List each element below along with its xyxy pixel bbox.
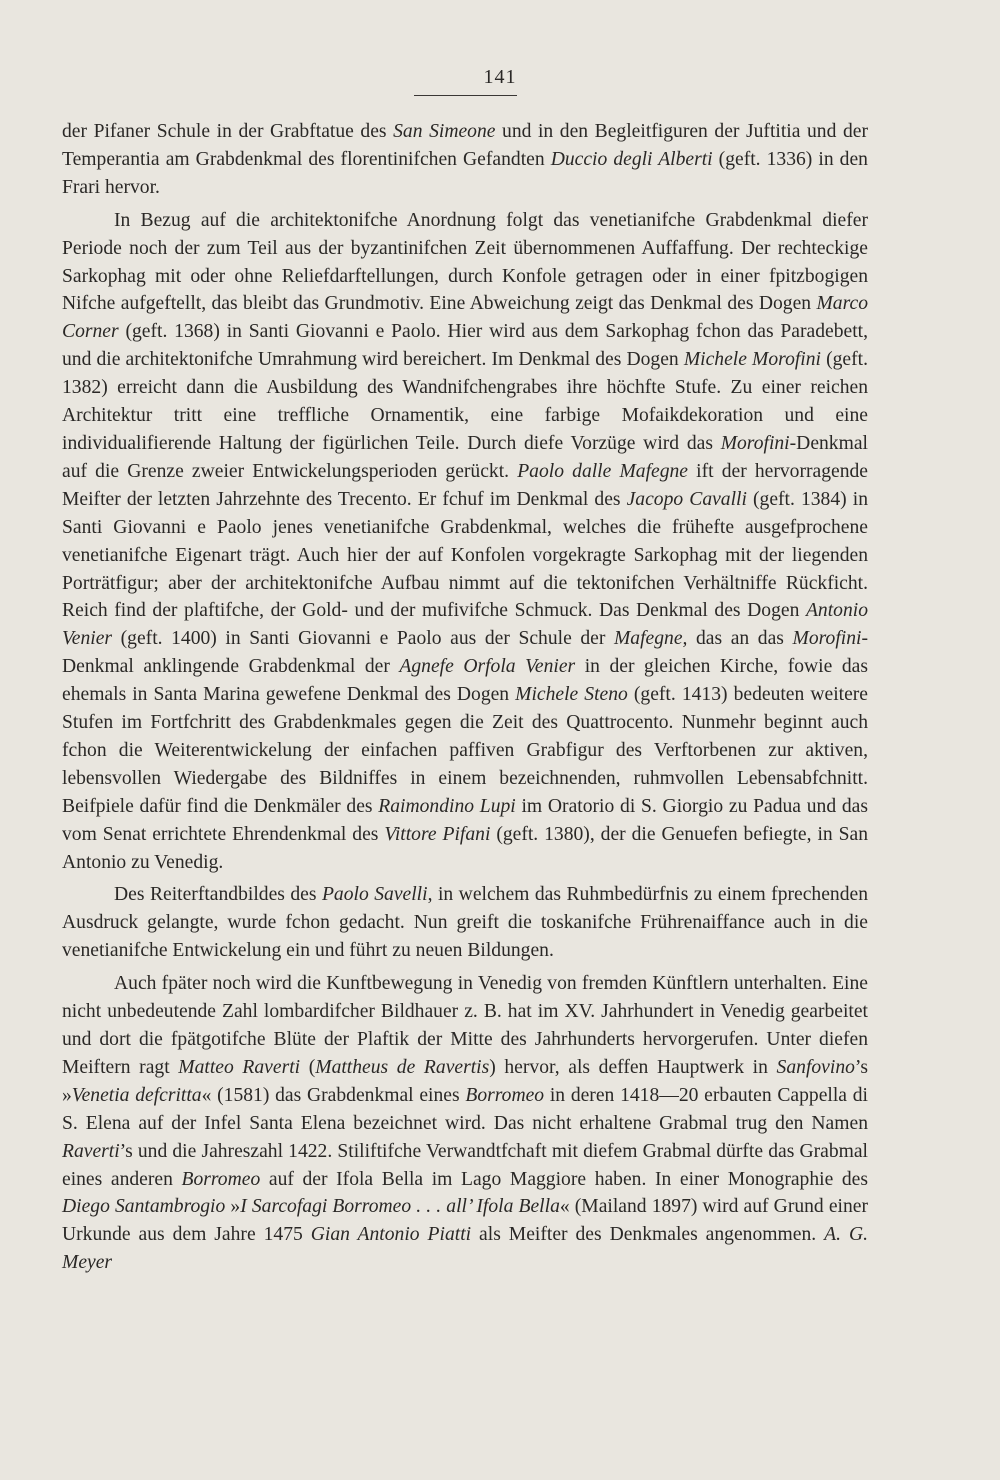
- italic-text: Diego Santambrogio: [62, 1196, 226, 1218]
- italic-text: Borromeo: [181, 1168, 261, 1190]
- text-run: (geft. 1380), der die Genuefen befiegte, in San Antonio zu Venedig.: [62, 823, 869, 873]
- italic-text: Sanfovino: [776, 1056, 855, 1078]
- text-run: in der gleichen Kirche, fowie das ehemals in Santa Marina gewefene Denkmal des Dogen: [62, 656, 868, 706]
- text-run: ) hervor, als deffen Hauptwerk in: [489, 1056, 777, 1078]
- text-run: das an das: [687, 628, 793, 650]
- text-run: (geft. 1382) erreicht dann die Ausbildung des Wandnifchengrabes ihre höchfte Stufe. Zu einer reichen Architektur tritt eine treffliche Ornamentik, eine farbige Mofaikdekoration und eine individualifierende Haltung der figürlichen Teile. Durch diefe Vorzüge wird das: [62, 349, 868, 454]
- text-run: auf der Ifola Bella im Lago Maggiore haben. In einer Monographie des: [260, 1168, 869, 1190]
- paragraph: [62, 970, 868, 1277]
- italic-text: Antonio Venier: [62, 600, 868, 650]
- italic-text: Mattheus de Ravertis: [315, 1056, 490, 1078]
- italic-text: Duccio degli Alberti: [550, 148, 713, 170]
- text-run: (geft. 1336) in den Frari hervor.: [62, 148, 868, 198]
- text-run: (: [300, 1056, 316, 1078]
- body-text: [62, 118, 868, 1277]
- italic-text: Vittore Pifani: [384, 823, 491, 845]
- text-run: in deren 1418—20 erbauten Cappella di S. Elena auf der Infel Santa Elena bezeichnet wird. Das nicht erhaltene Grabmal trug den Namen: [62, 1084, 868, 1134]
- italic-text: Michele Steno: [515, 684, 628, 706]
- text-run: ’s und die Jahreszahl 1422. Stiliftifche Verwandtfchaft mit diefem Grabmal dürfte das Grabmal eines anderen: [62, 1140, 868, 1190]
- text-run: der Pifaner Schule in der Grabftatue des: [62, 121, 394, 142]
- text-run: (geft. 1400) in Santi Giovanni e Paolo aus der Schule der: [112, 628, 614, 650]
- paragraph: [62, 118, 868, 202]
- text-run: In Bezug auf die architektonifche Anordnung folgt das venetianifche Grabdenkmal diefer Periode noch der zum Teil aus der byzantinifchen Zeit übernommenen Auffaffung. Der rechteckige Sarkophag mit oder ohne Reliefdarftellungen, durch Konfole getragen oder in einer fpitzbogigen Nifche aufgeftellt, das bleibt das Grundmotiv. Eine Abweichung zeigt das Denkmal des Dogen: [62, 209, 868, 315]
- italic-text: A. G. Meyer: [62, 1224, 868, 1274]
- italic-text: Gian Antonio Piatti: [310, 1224, 472, 1246]
- italic-text: Mafegne,: [613, 628, 688, 650]
- text-run: « (1581) das Grabdenkmal eines: [201, 1084, 466, 1106]
- italic-text: Michele Morofini: [683, 349, 821, 371]
- italic-text: Matteo Raverti: [178, 1056, 301, 1078]
- text-run: (geft. 1413) bedeuten weitere Stufen im Fortfchritt des Grabdenkmales gegen die Zeit des Quattrocento. Nunmehr beginnt auch fchon die Weiterentwickelung der einfachen paffiven Grabfigur des Verftorbenen zur aktiven, lebensvollen Wiedergabe des Bildniffes in einem bezeichnenden, ruhmvollen Lebensabfchnitt. Beifpiele dafür find die Denkmäler des: [62, 684, 869, 817]
- text-run: als Meifter des Denkmales angenommen.: [471, 1224, 825, 1246]
- italic-text: Marco Corner: [62, 293, 868, 343]
- italic-text: I Sarcofagi Borromeo . . . all’ Ifola Bella: [240, 1196, 560, 1218]
- italic-text: Venetia defcritta: [71, 1084, 202, 1106]
- text-run: Auch fpäter noch wird die Kunftbewegung in Venedig von fremden Künftlern unterhalten. Eine nicht unbedeutende Zahl lombardifcher Bildhauer z. B. hat im XV. Jahrhundert in Venedig gearbeitet und dort die fpätgotifche Blüte der Plaftik der Mitte des Jahrhunderts hervorgerufen. Unter diefen Meiftern ragt: [62, 973, 868, 1078]
- italic-text: Raimondino Lupi: [378, 795, 516, 817]
- text-run: , in welchem das Ruhmbedürfnis zu einem fprechenden Ausdruck gelangte, wurde fchon gedacht. Nun greift die toskanifche Frührenaiffance auch in die venetianifche Entwickelung ein und führt zu neuen Bildungen.: [62, 884, 868, 962]
- text-run: im Oratorio di S. Giorgio zu Padua und das vom Senat errichtete Ehrendenkmal des: [62, 795, 868, 845]
- text-run: (geft. 1384) in Santi Giovanni e Paolo jenes venetianifche Grabdenkmal, welches die frühefte ausgefprochene venetianifche Eigenart trägt. Auch hier der auf Konfolen vorgekragte Sarkophag mit der liegenden Porträtfigur; aber der architektonifche Aufbau nimmt auf die tektonifchen Verhältniffe Rückficht. Reich find der plaftifche, der Gold- und der mufivifche Schmuck. Das Denkmal des Dogen: [62, 488, 868, 622]
- paragraph: [62, 207, 868, 877]
- italic-text: Paolo dalle Mafegne: [517, 460, 689, 482]
- italic-text: Borromeo: [465, 1084, 545, 1106]
- text-run: »: [225, 1196, 241, 1218]
- text-run: und in den Begleitfiguren der Juftitia und der Temperantia am Grabdenkmal des florentinifchen Gefandten: [62, 121, 868, 170]
- text-run: -Denkmal anklingende Grabdenkmal der: [62, 628, 868, 678]
- text-run: « (Mailand 1897) wird auf Grund einer Urkunde aus dem Jahre 1475: [62, 1196, 868, 1246]
- text-run: (geft. 1368) in Santi Giovanni e Paolo. Hier wird aus dem Sarkophag fchon das Paradebett, und die architektonifche Umrahmung wird bereichert. Im Denkmal des Dogen: [62, 321, 868, 371]
- page-number: 141: [483, 66, 517, 88]
- italic-text: Raverti: [62, 1140, 120, 1162]
- italic-text: Agnefe Orfola Venier: [399, 656, 576, 678]
- text-run: ’s »: [62, 1056, 868, 1106]
- italic-text: Morofini: [792, 628, 862, 650]
- italic-text: Jacopo Cavalli: [626, 488, 747, 510]
- italic-text: San Simeone: [393, 121, 496, 142]
- page-number-rule: [414, 95, 517, 96]
- italic-text: Morofini: [720, 432, 790, 454]
- italic-text: Paolo Savelli: [321, 884, 428, 906]
- text-run: ift der hervorragende Meifter der letzten Jahrzehnte des Trecento. Er fchuf im Denkmal des: [62, 460, 868, 510]
- paragraph: [62, 881, 868, 965]
- text-run: -Denkmal auf die Grenze zweier Entwickelungsperioden gerückt.: [62, 432, 868, 482]
- text-run: Des Reiterftandbildes des: [114, 884, 322, 906]
